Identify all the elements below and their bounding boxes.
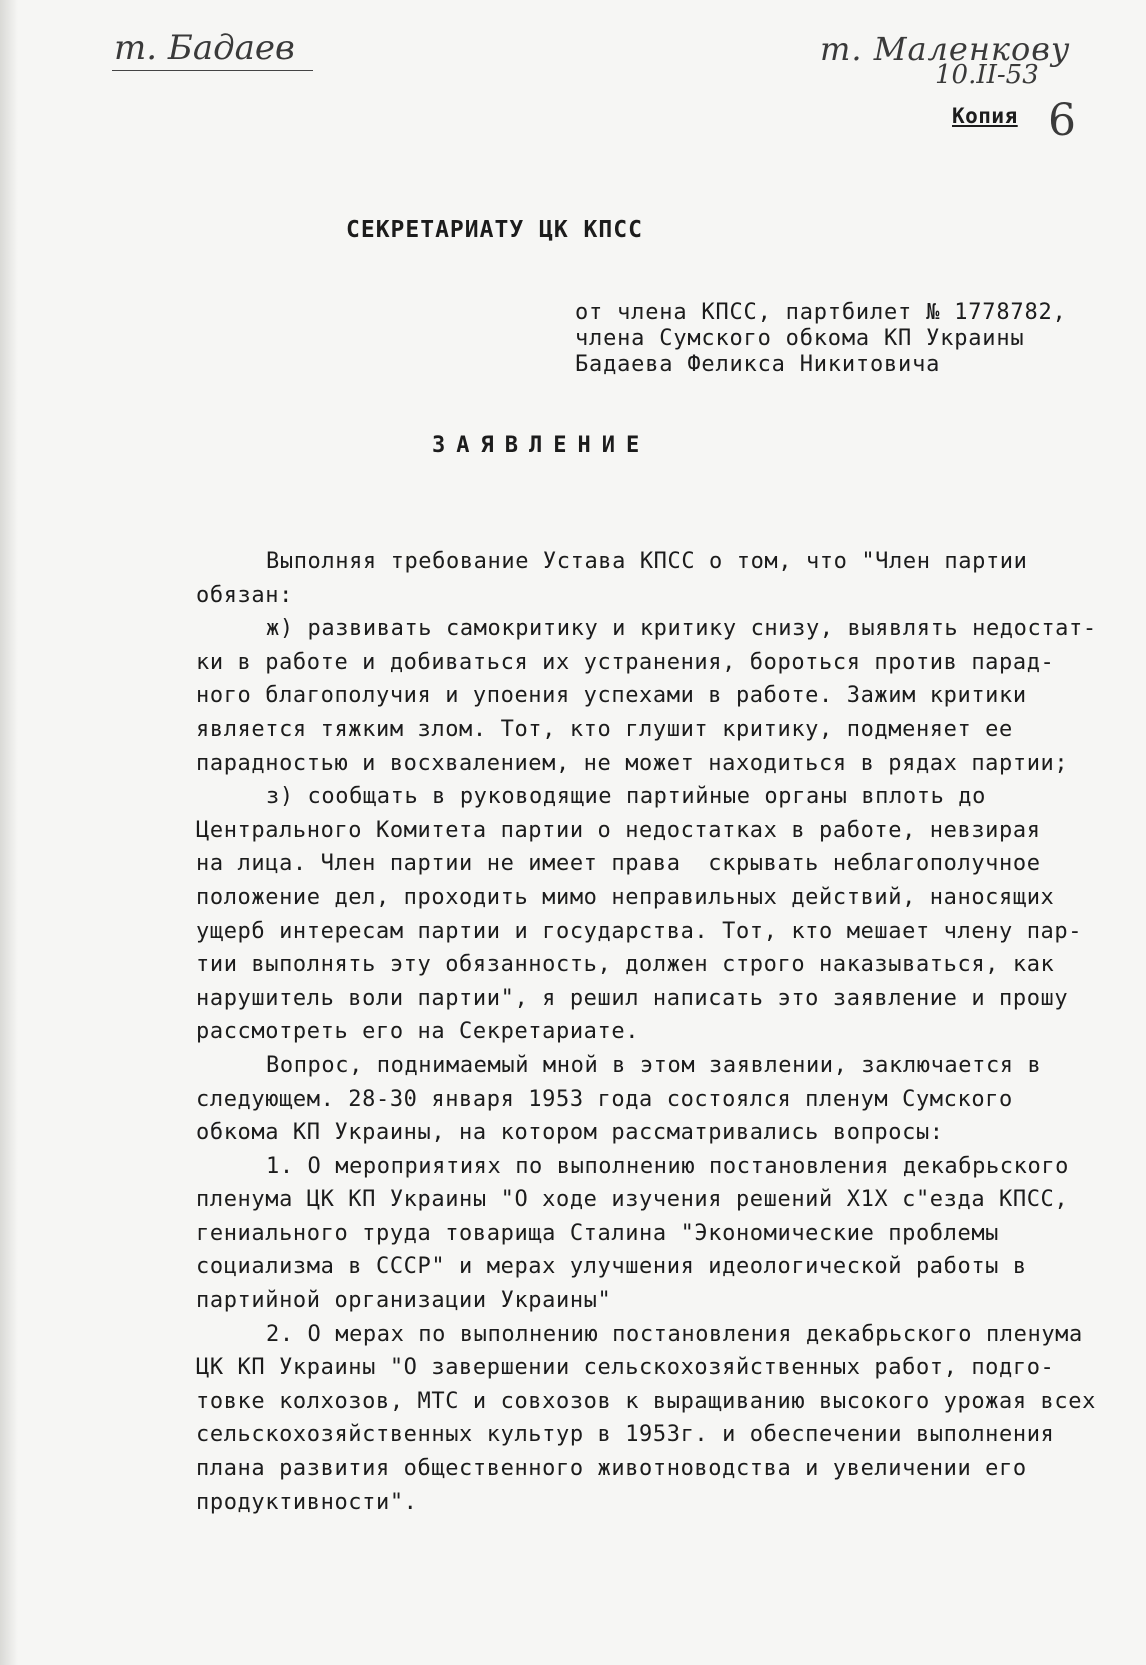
body-line: парадностью и восхвалением, не может находиться в рядах партии; (196, 750, 1069, 776)
body-line: положение дел, проходить мимо неправильных действий, наносящих (196, 884, 1055, 910)
body-line: плана развития общественного животноводства и увеличении его (196, 1456, 1027, 1482)
body-line: продуктивности". (196, 1489, 418, 1515)
handwritten-note-top-left: т. Бадаев (112, 28, 313, 71)
body-line: сельскохозяйственных культур в 1953г. и обеспечении выполнения (196, 1422, 1055, 1448)
body-line: следующем. 28-30 января 1953 года состоялся пленум Сумского (196, 1086, 1013, 1112)
body-line: ущерб интересам партии и государства. Тот, кто мешает члену пар- (196, 918, 1083, 944)
body-line: является тяжким злом. Тот, кто глушит критику, подменяет ее (196, 716, 1013, 742)
body-line: з) сообщать в руководящие партийные органы вплоть до (266, 784, 986, 810)
sender-line: от члена КПСС, партбилет № 1778782, (575, 300, 1067, 325)
sender-block (575, 300, 1067, 378)
body-line: нарушитель воли партии", я решил написать это заявление и прошу (196, 985, 1069, 1011)
body-line: рассмотреть его на Секретариате. (196, 1019, 640, 1045)
body-line: Центрального Комитета партии о недостатках в работе, невзирая (196, 817, 1041, 843)
body-line: обкома КП Украины, на котором рассматривались вопросы: (196, 1120, 944, 1146)
statement-body (196, 545, 1097, 1519)
body-line: социализма в СССР" и мерах улучшения идеологической работы в (196, 1254, 1027, 1280)
body-line: Выполняя требование Устава КПСС о том, что "Член партии (266, 549, 1028, 574)
handwritten-date: 10.II-53 (935, 60, 1039, 90)
sender-line: члена Сумского обкома КП Украины (575, 326, 1025, 351)
document-title: ЗАЯВЛЕНИЕ (432, 433, 651, 458)
copy-label: Копия (952, 104, 1018, 128)
body-line: на лица. Член партии не имеет права скрывать неблагополучное (196, 851, 1041, 877)
body-line: пленума ЦК КП Украины "О ходе изучения решений Х1Х с"езда КПСС, (196, 1187, 1069, 1213)
body-line: ного благополучия и упоения успехами в работе. Зажим критики (196, 683, 1027, 709)
body-line: ж) развивать самокритику и критику снизу, выявлять недостат- (266, 616, 1097, 642)
sender-line: Бадаева Феликса Никитовича (575, 352, 941, 377)
handwritten-addressee-note: т. Маленкову (820, 30, 1071, 68)
body-line: партийной организации Украины" (196, 1288, 612, 1314)
body-line: 2. О мерах по выполнению постановления декабрьского пленума (266, 1321, 1083, 1347)
body-line: ки в работе и добиваться их устранения, бороться против парад- (196, 649, 1055, 675)
addressee: СЕКРЕТАРИАТУ ЦК КПСС (346, 217, 643, 243)
body-line: тии выполнять эту обязанность, должен строго наказываться, как (196, 952, 1055, 978)
body-line: товке колхозов, МТС и совхозов к выращиванию высокого урожая всех (196, 1388, 1096, 1414)
body-line: гениального труда товарища Сталина "Экономические проблемы (196, 1220, 1000, 1246)
body-line: обязан: (196, 582, 293, 608)
body-line: ЦК КП Украины "О завершении сельскохозяйственных работ, подго- (196, 1355, 1055, 1381)
handwritten-page-number: 6 (1048, 95, 1076, 146)
body-line: Вопрос, поднимаемый мной в этом заявлении, заключается в (266, 1052, 1042, 1078)
body-line: 1. О мероприятиях по выполнению постановления декабрьского (266, 1153, 1070, 1179)
